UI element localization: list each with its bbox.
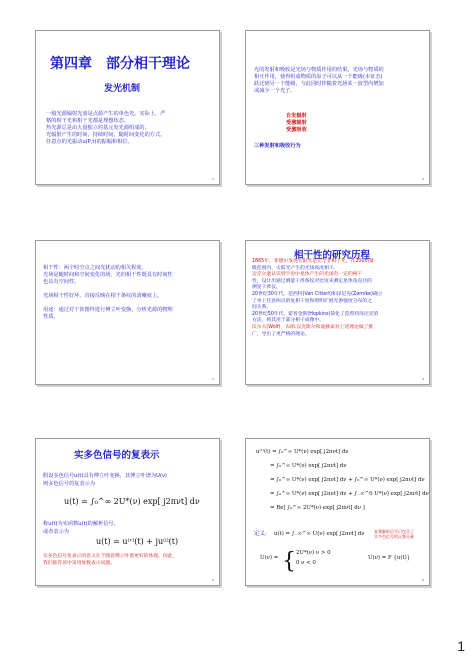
list-item: 自发辐射: [286, 113, 307, 119]
list-item: 受激辐射: [286, 120, 307, 126]
body-line: [43, 300, 218, 307]
derivation-line: = ∫₀^∞ U*(ν) exp[ j2πνt] dν + ∫₋∞^0 U*(ν) exp[ j2πνt] dν: [270, 491, 429, 497]
body-line: 或者表示为: [43, 529, 69, 535]
note-line: 实多色信号复表示的意义在于随意傅立叶谱更好的体现，因此，: [43, 554, 178, 559]
note-line: 我们推荐读中采用复数表示问题。: [43, 561, 115, 566]
slide-2: [245, 30, 430, 185]
slide-body: [252, 259, 430, 338]
body-line: 20世纪50年代，霍普金斯(Hopkins)简化了范希特泽尼克的: [252, 311, 379, 317]
slide-6: [245, 438, 430, 586]
body-line: 相互作用，使得组成物质的原子可以从一个能级(本征态): [254, 74, 383, 80]
note-line: 实多色信号的正频分量: [374, 534, 414, 539]
slide-1: [35, 30, 220, 185]
body-line: 格的相干光和相干光都是理想状态。: [46, 118, 130, 124]
body-line: 则多色信号的复表示为: [43, 481, 95, 487]
piecewise-line: 2U*(ν) ν > 0: [296, 550, 331, 556]
slide-body: [43, 265, 218, 321]
body-line: 光场相干性好坏，直接反映在相干条纹的清晰度上。: [43, 293, 163, 299]
definition-note: [374, 529, 414, 539]
piecewise-lhs: U(ν) =: [260, 555, 279, 561]
slide-number: 1: [212, 177, 214, 181]
derivation-line: = Re[ ∫₀^∞ 2U*(ν) exp[ j2πνt] dν ]: [270, 505, 365, 511]
brace-symbol: {: [282, 549, 296, 574]
definition-equation: u(t) = ∫₋∞^∞ U(ν) exp[ j2πνt] dν: [274, 531, 365, 537]
body-line: 20世纪30年代，范西特(Van Cittert)和泽尼克(Zernike)确立: [252, 291, 383, 297]
body-line: 广，导出了更严格的理论。: [252, 331, 310, 337]
body-line: 级范围内，太阳光产生的光场高度相干。: [252, 265, 339, 271]
slide-title: 实多色信号的复表示: [74, 450, 160, 461]
body-line: 性，设计出通过测量干涉条纹对比度来测定星体角直径的: [252, 278, 372, 284]
slide-body: [254, 67, 426, 95]
equation-real-imag: u(t) = u⁽ʳ⁾(t) + ju⁽ⁱ⁾(t): [96, 537, 179, 546]
body-line: 性质。: [43, 314, 59, 320]
body-line: 迈克尔逊认识到宇宙中星体产生的光场有一定的相干: [252, 272, 363, 278]
body-line: 热光源总是由大量独立的基元发光源组成的。: [46, 125, 150, 131]
body-line: 沃尔夫(Wolf)，布朗.汉克斯尔和迪赫泰对上述理论做了推: [252, 324, 374, 330]
slide-number: 4: [422, 377, 424, 381]
derivation-line: = ∫₀^∞ U*(ν) exp[ j2πνt] dν + ∫₀^∞ U*(ν) exp[ j2πνt] dν: [270, 477, 425, 483]
body-line: 相干性：两个时空点之间光扰动的相关程度。: [43, 265, 147, 271]
slide-footer: 三种发射和吸收行为: [254, 143, 301, 149]
body-line: 光的发射和吸收是光场与物质作用的结果。光场与物质的: [254, 67, 384, 73]
body-line: 也具有空间性。: [43, 279, 80, 285]
slide-body: [46, 111, 214, 146]
slide-subtitle: 发光机制: [104, 84, 141, 94]
slide-4: [245, 240, 430, 385]
body-line: 测星干涉仪。: [252, 285, 281, 291]
page-number: 1: [457, 638, 465, 654]
slide-5: [35, 438, 220, 586]
body-line: 用途：通过对干涉图样进行傅立叶变换，分析光源的物理: [43, 307, 173, 313]
body-line: 假设多色信号u(t)具有傅立叶变换，其傅立叶谱为U(ν): [43, 473, 167, 479]
list-item: 受激吸收: [286, 127, 307, 133]
slide-title: 第四章 部分相干理论: [50, 56, 190, 72]
body-line: 一般光源辐射光波是点源产生的单色光。实际上，严: [46, 111, 166, 117]
body-line: 方法，将其用于部分相干成像中。: [252, 318, 324, 324]
slide-number: 5: [212, 578, 214, 582]
definition-label: 定义:: [254, 531, 267, 537]
slide-number: 3: [212, 377, 214, 381]
slide-title: 相干性的研究历程: [294, 250, 371, 261]
body-line: 1865年，菲德尔发现太阳光是完全非相干光，在20um量: [252, 259, 374, 264]
equation-analytic-signal: u(t) = ∫₀^∞ 2U*(ν) exp[ j2πνt] dν: [64, 497, 200, 506]
body-line: 称u(t)为实函数u(t)的解析信号。: [43, 521, 119, 527]
body-line: 或减少一个光子。: [254, 88, 296, 94]
body-line: 了单上任意两点的复相干度和照明扩展光源强度分布的之: [252, 298, 372, 304]
body-line: 光辐射产生的时间，持续时间，随时间变化的方式。: [46, 132, 166, 138]
fourier-relation: U(ν) = F {u(t)}: [368, 555, 411, 561]
emission-list: [286, 113, 307, 134]
derivation-line: = ∫₀^∞ U*(ν) exp[ j2πνt] dν: [270, 463, 347, 469]
body-line: 间关系。: [252, 305, 272, 311]
slide-number: 6: [422, 578, 424, 582]
note-line: 复频解析信号只包含了: [374, 529, 414, 534]
body-line: 光场是随时间和空间变化的场，光的相干性既具有时间性: [43, 272, 173, 278]
slide-3: [35, 240, 220, 385]
slide-number: 2: [422, 177, 424, 181]
body-line: [43, 286, 218, 293]
body-line: 跃迁到另一个能级，与此同时伴随着光场某一波型内增加: [254, 81, 384, 87]
piecewise-line: 0 ν < 0: [296, 560, 316, 566]
body-line: 任意点的光振动u(P,t)的振幅和相位。: [46, 139, 133, 145]
derivation-line: u⁽ʳ⁾(t) = ∫₀^∞ U*(ν) exp[ j2πνt] dν: [256, 449, 349, 455]
